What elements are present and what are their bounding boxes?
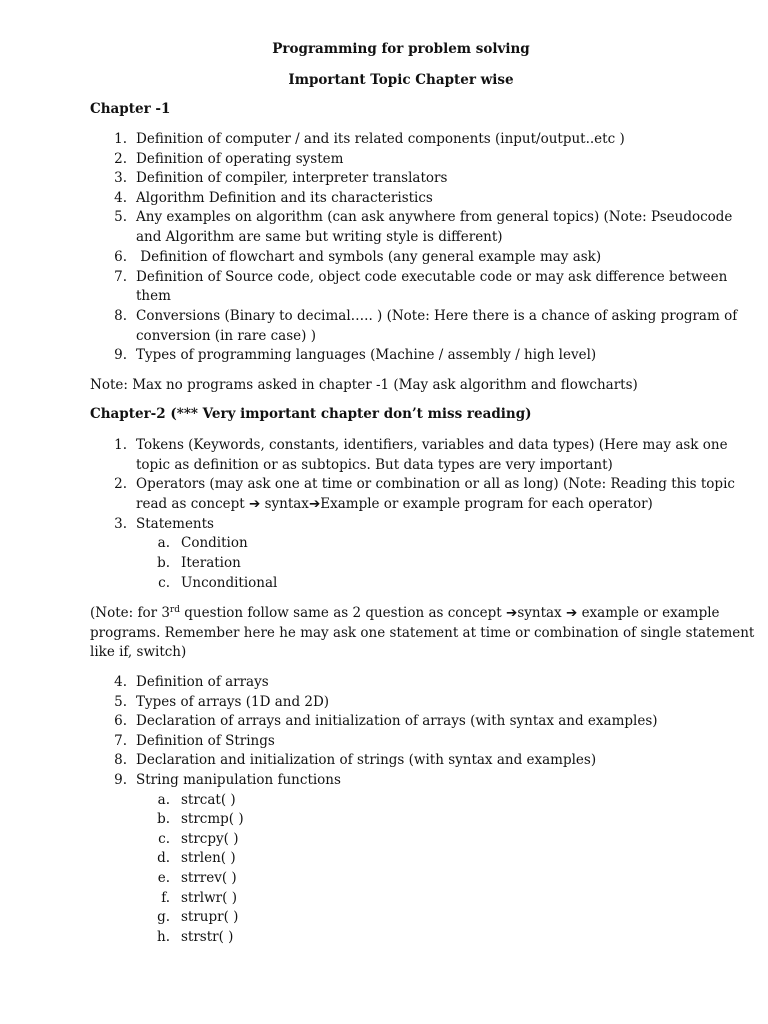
sublist-letter: d. <box>157 850 170 866</box>
sublist-item: Unconditional <box>181 575 278 591</box>
list-item: Types of programming languages (Machine / assembly / high level) <box>136 347 597 363</box>
superscript: rd <box>169 605 180 615</box>
list-number: 5. <box>114 209 127 225</box>
list-item: Definition of Strings <box>136 733 275 749</box>
list-item: Algorithm Definition and its characteristics <box>136 190 433 206</box>
list-item: String manipulation functions <box>136 772 341 788</box>
text-run: read as concept <box>136 496 249 512</box>
sublist-letter: f. <box>161 890 170 906</box>
text-run: Example or example program for each operator) <box>320 496 653 512</box>
sublist-letter: c. <box>158 575 170 591</box>
list-item: Definition of compiler, interpreter translators <box>136 170 448 186</box>
list-number: 4. <box>114 190 127 206</box>
list-number: 3. <box>114 170 127 186</box>
text-run: syntax <box>260 496 309 512</box>
list-item: Conversions (Binary to decimal….. ) (Note: Here there is a chance of asking program of <box>136 308 738 324</box>
arrow-icon: ➔ <box>506 605 518 621</box>
sublist-item: Condition <box>181 535 248 551</box>
text-run: (Note: for 3 <box>90 605 170 621</box>
arrow-icon: ➔ <box>308 496 321 512</box>
chapter1-heading: Chapter -1 <box>90 101 171 117</box>
sublist-letter: b. <box>157 811 170 827</box>
sublist-letter: c. <box>158 831 170 847</box>
list-item: Operators (may ask one at time or combination or all as long) (Note: Reading this topic <box>136 476 735 492</box>
chapter1-note: Note: Max no programs asked in chapter -1 (May ask algorithm and flowcharts) <box>90 377 638 393</box>
arrow-icon: ➔ <box>248 496 261 512</box>
list-number: 8. <box>114 752 127 768</box>
list-item: Definition of arrays <box>136 674 269 690</box>
sublist-letter: g. <box>157 909 170 925</box>
sublist-item: strcat( ) <box>181 792 236 808</box>
document-title: Programming for problem solving <box>272 41 530 57</box>
note-line: like if, switch) <box>90 644 187 660</box>
document-subtitle: Important Topic Chapter wise <box>288 72 514 88</box>
sublist-item: strcpy( ) <box>181 831 239 847</box>
list-number: 2. <box>114 476 127 492</box>
note-line: programs. Remember here he may ask one statement at time or combination of single statement <box>90 625 755 641</box>
list-item-continuation <box>136 495 653 515</box>
sublist-letter: h. <box>157 929 170 945</box>
list-item: Definition of flowchart and symbols (any general example may ask) <box>136 249 602 265</box>
list-number: 1. <box>114 131 127 147</box>
sublist-letter: a. <box>157 792 170 808</box>
list-number: 8. <box>114 308 127 324</box>
arrow-icon: ➔ <box>565 605 578 621</box>
list-item: Definition of operating system <box>136 151 344 167</box>
text-run: example or example <box>577 605 720 621</box>
list-number: 6. <box>114 249 127 265</box>
text-run: syntax <box>517 605 566 621</box>
list-number: 6. <box>114 713 127 729</box>
list-item: Definition of Source code, object code executable code or may ask difference between <box>136 269 728 285</box>
list-item-continuation: conversion (in rare case) ) <box>136 328 316 344</box>
chapter2-heading: Chapter-2 (*** Very important chapter don’t miss reading) <box>90 406 532 422</box>
sublist-item: strstr( ) <box>181 929 234 945</box>
list-item-continuation: them <box>136 288 171 304</box>
list-item: Types of arrays (1D and 2D) <box>136 694 330 710</box>
sublist-item: Iteration <box>181 555 241 571</box>
list-item: Tokens (Keywords, constants, identifiers, variables and data types) (Here may ask one <box>136 437 728 453</box>
list-item: Declaration and initialization of strings (with syntax and examples) <box>136 752 597 768</box>
sublist-item: strrev( ) <box>181 870 237 886</box>
list-item: Declaration of arrays and initialization of arrays (with syntax and examples) <box>136 713 658 729</box>
list-number: 9. <box>114 772 127 788</box>
list-number: 1. <box>114 437 127 453</box>
list-number: 5. <box>114 694 127 710</box>
list-number: 7. <box>114 733 127 749</box>
list-number: 4. <box>114 674 127 690</box>
list-item-continuation: and Algorithm are same but writing style is different) <box>136 229 503 245</box>
sublist-item: strlen( ) <box>181 850 236 866</box>
text-run: question follow same as 2 question as concept <box>180 605 507 621</box>
list-item: Any examples on algorithm (can ask anywhere from general topics) (Note: Pseudocode <box>136 209 733 225</box>
sublist-item: strcmp( ) <box>181 811 244 827</box>
sublist-item: strlwr( ) <box>181 890 237 906</box>
list-item-continuation: topic as definition or as subtopics. But data types are very important) <box>136 457 613 473</box>
list-number: 9. <box>114 347 127 363</box>
sublist-letter: a. <box>157 535 170 551</box>
list-number: 7. <box>114 269 127 285</box>
list-item: Statements <box>136 516 214 532</box>
list-number: 2. <box>114 151 127 167</box>
list-number: 3. <box>114 516 127 532</box>
sublist-letter: e. <box>157 870 170 886</box>
sublist-letter: b. <box>157 555 170 571</box>
note-line <box>90 604 720 624</box>
sublist-item: strupr( ) <box>181 909 239 925</box>
list-item: Definition of computer / and its related components (input/output..etc ) <box>136 131 625 147</box>
